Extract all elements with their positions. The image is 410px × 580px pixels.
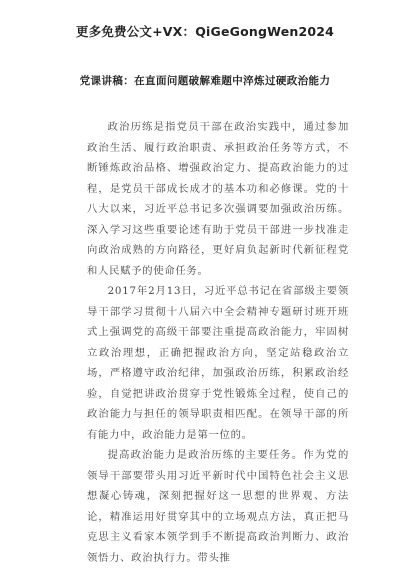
- paragraph: 提高政治能力是政治历练的主要任务。作为党的领导干部要带头用习近平新时代中国特色社会主义思想凝心铸魂，深刻把握好这一思想的世界观、方法论，精准运用好贯穿其中的立场观点方法，真正把马克思主义看家本领学到手不断提高政治判断力、政治领悟力、政治执行力。带头推: [87, 449, 349, 564]
- page-header: 更多免费公文+VX：QiGeGongWen2024: [75, 24, 335, 39]
- document-body: [87, 117, 349, 568]
- paragraph: 2017年2月13日，习近平总书记在省部级主要领导干部学习贯彻十八届六中全会精神专题研讨班开班式上强调党的高级干部要注重提高政治能力，牢固树立政治理想，正确把握政治方向，坚定站稳政治立场，严格遵守政治纪律，加强政治历练，积累政治经验，自觉把讲政治贯穿于党性锻炼全过程，使自己的政治能力与担任的领导职责相匹配。在领导干部的所有能力中，政治能力是第一位的。: [87, 285, 349, 441]
- document-title: 党课讲稿：在直面问题破解难题中淬炼过硬政治能力: [79, 75, 331, 87]
- paragraph: 政治历练是指党员干部在政治实践中，通过参加政治生活、履行政治职责、承担政治任务等方式，不断锤炼政治品格、增强政治定力、提高政治能力的过程，是党员干部成长成才的基本功和必修课。党的十八大以来，习近平总书记多次强调要加强政治历练。深入学习这些重要论述有助于党员干部进一步找准走向政治成熟的方向路径，更好肩负起新时代新征程党和人民赋予的使命任务。: [87, 121, 349, 277]
